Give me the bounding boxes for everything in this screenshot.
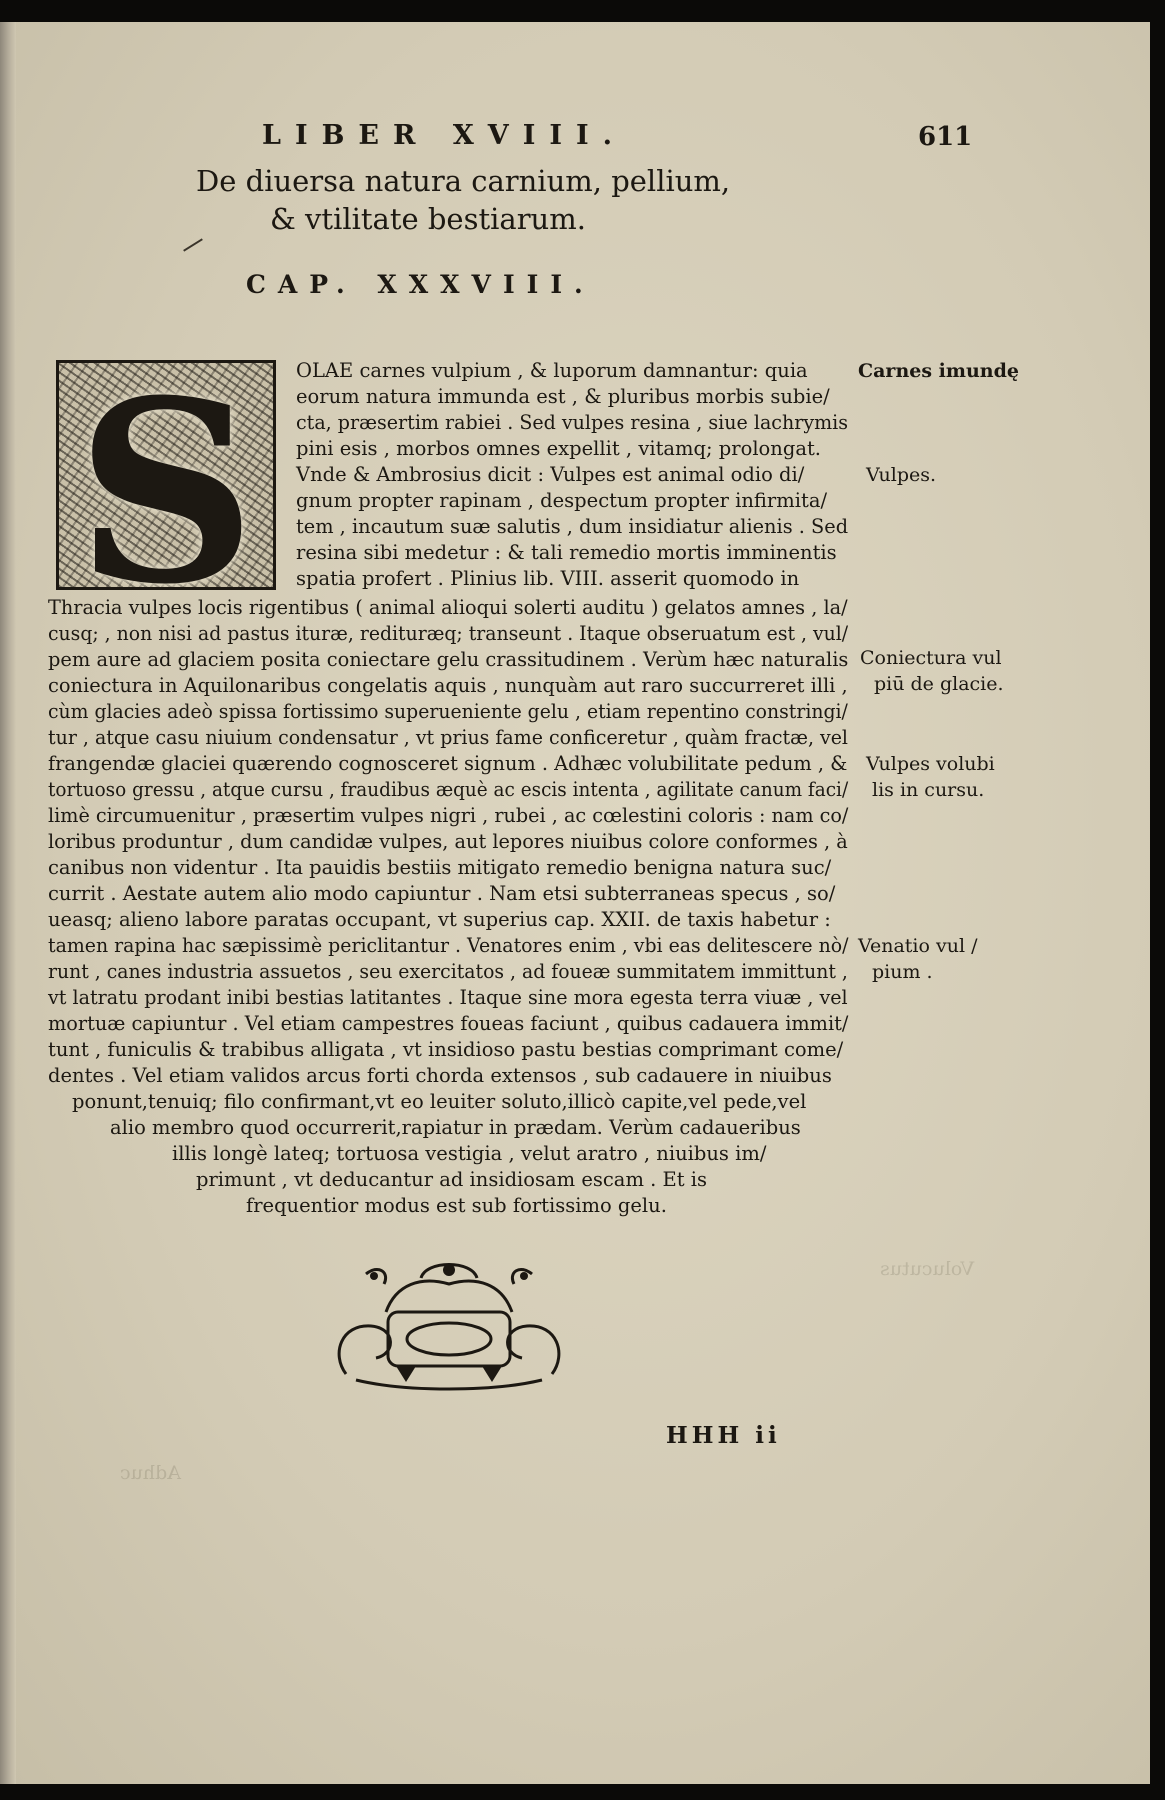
chapter-title-line-2: & vtilitate bestiarum. (270, 202, 586, 236)
text-line: vt latratu prodant inibi bestias latitantes . Itaque sine mora egesta terra viuæ , vel (48, 986, 848, 1009)
printer-ornament (326, 1254, 572, 1392)
text-line: loribus produntur , dum candidæ vulpes, aut lepores niuibus colore conformes , à (48, 830, 848, 853)
chapter-number: CAP. XXXVIII. (246, 270, 595, 299)
margin-note: Vulpes. (866, 464, 937, 486)
text-line: canibus non videntur . Ita pauidis bestiis mitigato remedio benigna natura suc/ (48, 856, 832, 879)
text-line: Thracia vulpes locis rigentibus ( animal alioqui solerti auditu ) gelatos amnes , la/ (48, 596, 848, 619)
chapter-title-line-1: De diuersa natura carnium, pellium, (196, 164, 731, 198)
margin-note: Venatio vul / (858, 935, 978, 957)
text-line: frangendæ glaciei quærendo cognosceret signum . Adhæc volubilitate pedum , & (48, 752, 848, 775)
text-line: ueasq; alieno labore paratas occupant, vt superius cap. XXII. de taxis habetur : (48, 908, 831, 931)
text-line: spatia profert . Plinius lib. VIII. asserit quomodo in (296, 567, 800, 590)
text-line: cta, præsertim rabiei . Sed vulpes resina , siue lachrymis (296, 411, 849, 434)
book-page (0, 22, 1150, 1784)
text-line: ponunt,tenuiq; filo confirmant,vt eo leuiter soluto,illicò capite,vel pede,vel (72, 1090, 807, 1113)
text-line: cusq; , non nisi ad pastus ituræ, redituræq; transeunt . Itaque obseruatum est , vul/ (48, 622, 849, 645)
text-line: pini esis , morbos omnes expellit , vitamq; prolongat. (296, 437, 821, 460)
text-line: tem , incautum suæ salutis , dum insidiatur alienis . Sed (296, 515, 849, 538)
text-line: tortuoso gressu , atque cursu , fraudibus æquè ac escis intenta , agilitate canum faci/ (48, 778, 849, 801)
text-line: resina sibi medetur : & tali remedio mortis imminentis (296, 541, 837, 564)
margin-note: lis in cursu. (872, 779, 985, 801)
text-line: dentes . Vel etiam validos arcus forti chorda extensos , sub cadauere in niuibus (48, 1064, 832, 1087)
bleed-through-text: Adhuc (120, 1462, 181, 1484)
text-line: OLAE carnes vulpium , & luporum damnantur: quia (296, 359, 808, 382)
text-line: frequentior modus est sub fortissimo gelu. (246, 1194, 667, 1217)
margin-note: pium . (872, 961, 933, 983)
running-header: LIBER XVIII. (262, 120, 627, 151)
bleed-through-text: Volucutus (880, 1258, 975, 1280)
text-line: runt , canes industria assuetos , seu exercitatos , ad foueæ summitatem immittunt , (48, 960, 848, 983)
text-line: tunt , funiculis & trabibus alligata , vt insidioso pastu bestias comprimant come/ (48, 1038, 844, 1061)
text-line: currit . Aestate autem alio modo capiuntur . Nam etsi subterraneas specus , so/ (48, 882, 836, 905)
text-line: alio membro quod occurrerit,rapiatur in prædam. Verùm cadaueribus (110, 1116, 801, 1139)
text-line: gnum propter rapinam , despectum propter infirmita/ (296, 489, 828, 512)
page-number: 611 (918, 122, 973, 152)
text-line: mortuæ capiuntur . Vel etiam campestres foueas faciunt , quibus cadauera immit/ (48, 1012, 849, 1035)
text-line: tur , atque casu niuium condensatur , vt prius fame conficeretur , quàm fractæ, vel (48, 726, 849, 749)
text-line: Vnde & Ambrosius dicit : Vulpes est animal odio di/ (296, 463, 805, 486)
initial-letter: S (75, 360, 257, 590)
text-line: pem aure ad glaciem posita coniectare gelu crassitudinem . Verùm hæc naturalis (48, 648, 849, 671)
text-line: illis longè lateq; tortuosa vestigia , velut aratro , niuibus im/ (172, 1142, 767, 1165)
text-line: eorum natura immunda est , & pluribus morbis subie/ (296, 385, 830, 408)
margin-note: piū de glacie. (874, 673, 1004, 695)
text-line: primunt , vt deducantur ad insidiosam escam . Et is (196, 1168, 708, 1191)
text-line: tamen rapina hac sæpissimè periclitantur . Venatores enim , vbi eas delitescere nò/ (48, 934, 849, 957)
text-line: cùm glacies adeò spissa fortissimo superueniente gelu , etiam repentino constringi/ (48, 700, 848, 723)
margin-note: Coniectura vul (860, 647, 1002, 669)
signature-mark: HHH ii (666, 1422, 781, 1449)
margin-note: Vulpes volubi (866, 753, 995, 775)
text-line: coniectura in Aquilonaribus congelatis aquis , nunquàm aut raro succurreret illi , (48, 674, 848, 697)
margin-note: Carnes imundę (858, 360, 1019, 382)
text-line: limè circumuenitur , præsertim vulpes nigri , rubei , ac cœlestini coloris : nam co/ (48, 804, 849, 827)
